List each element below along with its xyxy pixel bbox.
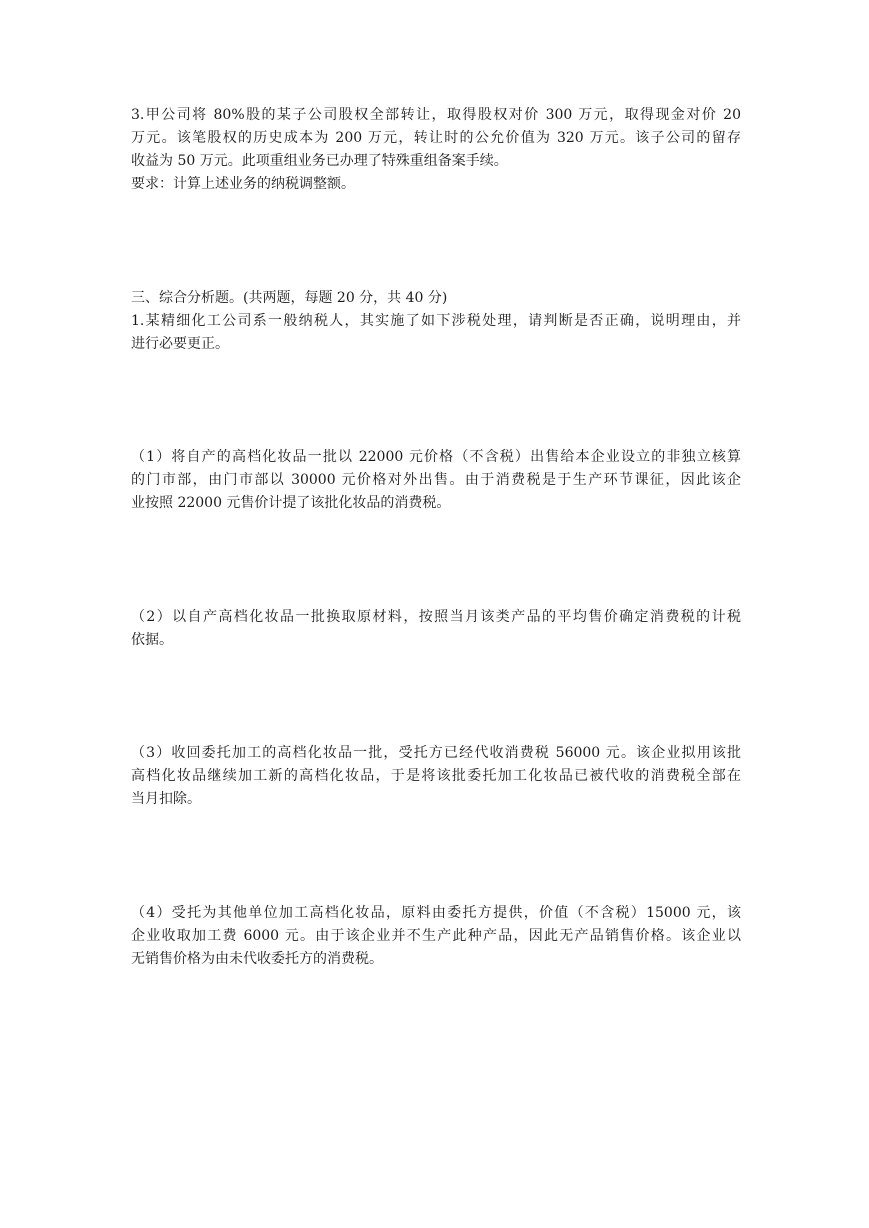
item-4-line-3: 无销售价格为由未代收委托方的消费税。 [131, 951, 383, 967]
section-3-question-1-line-1: 1.某精细化工公司系一般纳税人，其实施了如下涉税处理，请判断是否正确，说明理由，并 [131, 313, 741, 329]
item-3-line-3: 当月扣除。 [131, 791, 201, 807]
question-3-line-3: 收益为 50 万元。此项重组业务已办理了特殊重组备案手续。 [131, 153, 508, 169]
item-4-line-2: 企业收取加工费 6000 元。由于该企业并不生产此种产品，因此无产品销售价格。该企业以 [131, 928, 741, 944]
question-3 [131, 104, 741, 196]
item-2-line-1: （2）以自产高档化妆品一批换取原材料，按照当月该类产品的平均售价确定消费税的计税 [131, 609, 741, 625]
item-2 [131, 606, 741, 652]
item-2-line-2: 依据。 [131, 632, 173, 648]
section-3-heading: 三、综合分析题。(共两题，每题 20 分，共 40 分) [131, 290, 448, 306]
section-3 [131, 287, 741, 356]
item-3-line-2: 高档化妆品继续加工新的高档化妆品，于是将该批委托加工化妆品已被代收的消费税全部在 [131, 768, 741, 784]
section-3-question-1-line-2: 进行必要更正。 [131, 336, 229, 352]
question-3-line-1: 3.甲公司将 80%股的某子公司股权全部转让，取得股权对价 300 万元，取得现金对价 20 [131, 107, 741, 123]
item-4-line-1: （4）受托为其他单位加工高档化妆品，原料由委托方提供，价值（不含税）15000 元，该 [131, 905, 741, 921]
item-4 [131, 902, 741, 971]
item-1-line-2: 的门市部，由门市部以 30000 元价格对外出售。由于消费税是于生产环节课征，因此该企 [131, 472, 741, 488]
item-1-line-3: 业按照 22000 元售价计提了该批化妆品的消费税。 [131, 495, 451, 511]
question-3-requirement: 要求：计算上述业务的纳税调整额。 [131, 176, 355, 192]
question-3-line-2: 万元。该笔股权的历史成本为 200 万元，转让时的公允价值为 320 万元。该子公司的留存 [131, 130, 741, 146]
item-3 [131, 742, 741, 811]
item-1-line-1: （1）将自产的高档化妆品一批以 22000 元价格（不含税）出售给本企业设立的非独立核算 [131, 449, 741, 465]
item-3-line-1: （3）收回委托加工的高档化妆品一批，受托方已经代收消费税 56000 元。该企业拟用该批 [131, 745, 741, 761]
item-1 [131, 446, 741, 515]
